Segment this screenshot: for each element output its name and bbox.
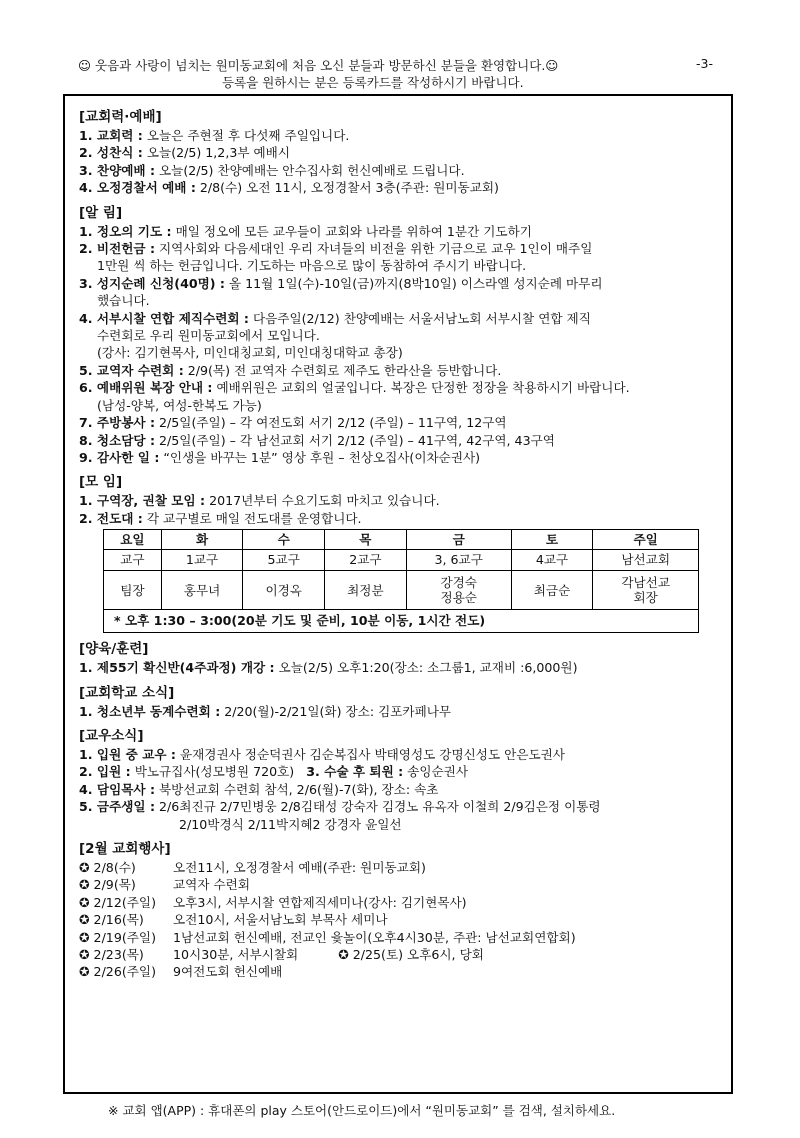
list-item: 5. 교역자 수련회 : 2/9(목) 전 교역자 수련회로 제주도 한라산을 등반합니다. [79,362,502,378]
table-header-row [104,530,699,550]
table-cell: 3, 6교구 [406,550,511,571]
list-item: 1. 정오의 기도 : 매일 정오에 모든 교우들이 교회와 나라를 위하여 1분간 기도하기 [79,223,532,239]
list-item: 4. 서부시찰 연합 제직수련회 : 다음주일(2/12) 찬양예배는 서울서남노회 서부시찰 연합 제직 [79,310,591,326]
page-number: -3- [696,56,713,71]
list-item-continuation: 1만원 씩 하는 헌금입니다. 기도하는 마음으로 많이 동참하여 주시기 바랍니다. [97,258,527,274]
list-item-continuation: 2/10박경식 2/11박지혜2 강경자 윤일선 [179,816,402,832]
list-item: 9. 감사한 일 : “인생을 바꾸는 1분” 영상 후원 – 천상오집사(이차순권사) [79,449,481,465]
table-cell: 주일 [593,530,699,550]
list-item-continuation: 수련회로 우리 원미동교회에서 모입니다. [97,328,320,344]
section-title: [모 임] [79,474,123,491]
evangelism-schedule-table [103,529,699,633]
bulletin-content [79,108,724,981]
section-worship [79,108,724,197]
list-item: 6. 예배위원 복장 안내 : 예배위원은 교회의 얼굴입니다. 복장은 단정한 정장을 착용하시기 바랍니다. [79,380,630,396]
list-item: 2. 비전헌금 : 지역사회와 다음세대인 우리 자녀들의 비전을 위한 기금으로 교우 1인이 매주일 [79,241,593,257]
list-item-continuation: (강사: 김기현목사, 미인대칭교회, 미인대칭대학교 총장) [97,345,403,361]
section-notices [79,204,724,467]
event-item: ✪ 2/8(수) 오전11시, 오정경찰서 예배(주관: 원미동교회) [79,859,426,875]
event-item: ✪ 2/23(목) 10시30분, 서부시찰회 ✪ 2/25(토) 오후6시, 당회 [79,947,484,962]
section-training [79,640,724,676]
table-cell: 수 [243,530,325,550]
list-item: 1. 제55기 확신반(4주과정) 개강 : 오늘(2/5) 오후1:20(장소: 소그룹1, 교재비 :6,000원) [79,660,578,676]
table-cell: 최금순 [511,571,593,610]
list-item-continuation: (남성-양복, 여성-한복도 가능) [97,397,262,413]
table-cell: 화 [161,530,243,550]
section-meetings [79,473,724,633]
table-cell: 남선교회 [593,550,699,571]
table-cell: 홍무녀 [161,571,243,610]
section-title: [2월 교회행사] [79,840,171,857]
table-note-row [104,610,699,633]
section-february-events [79,840,724,981]
section-title: [양육/훈련] [79,641,149,658]
table-cell: 4교구 [511,550,593,571]
table-cell: 팀장 [104,571,162,610]
welcome-text: ☺ 웃음과 사랑이 넘치는 원미동교회에 처음 오신 분들과 방문하신 분들을 환영합니다.☺ [78,58,559,73]
list-item: 5. 금주생일 : 2/6최진규 2/7민병웅 2/8김태성 강숙자 김경노 유옥자 이철희 2/9김은정 이통령 [79,799,601,815]
list-item: 3. 성지순례 신청(40명) : 올 11월 1일(수)-10일(금)까지(8박10일) 이스라엘 성지순례 마무리 [79,275,603,291]
table-cell: 1교구 [161,550,243,571]
list-item: 2. 성찬식 : 오늘(2/5) 1,2,3부 예배시 [79,145,291,161]
table-cell: 강경숙 정용순 [406,571,511,610]
table-row [104,550,699,571]
list-item: 4. 담임목사 : 북방선교회 수련회 참석, 2/6(월)-7(화), 장소: 속초 [79,781,439,797]
list-item: 1. 입원 중 교우 : 윤재경권사 정순덕권사 김순복집사 박태영성도 강명신성도 안은도권사 [79,746,565,762]
list-item: 4. 오정경찰서 예배 : 2/8(수) 오전 11시, 오정경찰서 3층(주관: 원미동교회) [79,180,499,196]
list-item: 8. 청소담당 : 2/5일(주일) – 각 남선교회 서기 2/12 (주일) – 41구역, 42구역, 43구역 [79,432,555,448]
table-cell: 금 [406,530,511,550]
section-church-school [79,684,724,720]
table-cell: 교구 [104,550,162,571]
list-item: 1. 청소년부 동계수련회 : 2/20(월)-2/21일(화) 장소: 김포카페나무 [79,703,452,719]
list-item-continuation: 했습니다. [97,293,150,309]
event-item: ✪ 2/19(주일) 1남선교회 헌신예배, 전교인 윷놀이(오후4시30분, 주관: 남선교회연합회) [79,929,576,945]
table-row [104,571,699,610]
table-cell: 요일 [104,530,162,550]
event-item: ✪ 2/9(목) 교역자 수련회 [79,877,250,893]
table-cell: 5교구 [243,550,325,571]
list-item: 1. 구역장, 권찰 모임 : 2017년부터 수요기도회 마치고 있습니다. [79,493,440,509]
app-notice-footer: ※ 교회 앱(APP) : 휴대폰의 play 스토어(안드로이드)에서 “원미동교회” 를 검색, 설치하세요. [108,1103,616,1118]
list-item: 7. 주방봉사 : 2/5일(주일) – 각 여전도회 서기 2/12 (주일) – 11구역, 12구역 [79,415,507,431]
section-title: [알 림] [79,204,123,221]
event-item: ✪ 2/12(주일) 오후3시, 서부시찰 연합제직세미나(강사: 김기현목사) [79,894,467,910]
section-member-news [79,727,724,833]
table-cell: 최정분 [325,571,407,610]
section-title: [교회력·예배] [79,109,162,125]
table-note: * 오후 1:30 – 3:00(20분 기도 및 준비, 10분 이동, 1시간 전도) [104,610,699,633]
table-cell: 이경옥 [243,571,325,610]
section-title: [교회학교 소식] [79,684,175,701]
section-title: [교우소식] [79,727,144,744]
event-item: ✪ 2/16(목) 오전10시, 서울서남노회 부목사 세미나 [79,912,388,928]
list-item: 1. 교회력 : 오늘은 주현절 후 다섯째 주일입니다. [79,128,350,143]
list-item: 2. 전도대 : 각 교구별로 매일 전도대를 운영합니다. [79,510,362,526]
table-cell: 토 [511,530,593,550]
event-item: ✪ 2/26(주일) 9여전도회 헌신예배 [79,964,283,980]
table-cell: 각남선교 회장 [593,571,699,610]
table-cell: 2교구 [325,550,407,571]
list-item: 2. 입원 : 박노규집사(성모병원 720호) 3. 수술 후 퇴원 : 송잉순권사 [79,764,469,780]
table-cell: 목 [325,530,407,550]
list-item: 3. 찬양예배 : 오늘(2/5) 찬양예배는 안수집사회 헌신예배로 드립니다. [79,162,465,178]
registration-text: 등록을 원하시는 분은 등록카드를 작성하시기 바랍니다. [222,75,524,90]
